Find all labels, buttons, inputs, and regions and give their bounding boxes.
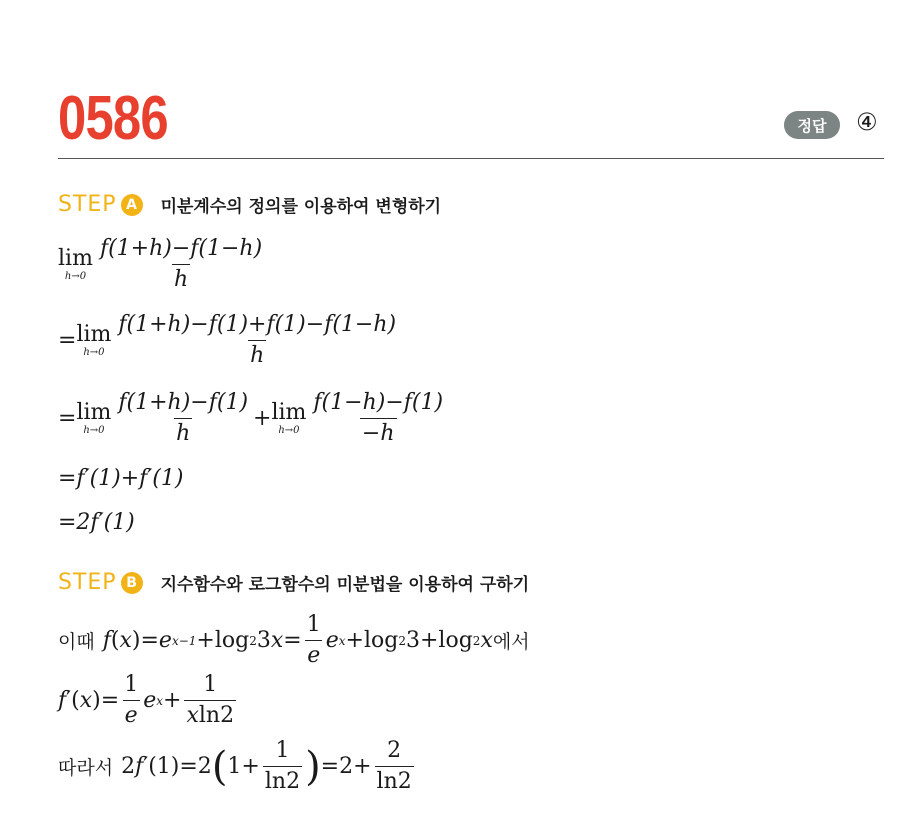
step-b-heading [58, 570, 529, 595]
step-a-tag: STEP [58, 192, 117, 217]
solution-line-1: 이때 f ( x )= e x−1 +log 2 3 x = $\frac{1}{e}$ e x +log 2 3+log 2 x 에서 [58, 612, 530, 668]
step-a-heading [58, 192, 441, 217]
equals-sign: = [58, 328, 77, 353]
derivation-line-4: =f′(1)+f′(1) [58, 466, 184, 491]
derivation-line-5: =2f′(1) [58, 510, 135, 535]
step-a-title: 미분계수의 정의를 이용하여 변형하기 [160, 197, 442, 217]
step-b-letter: B [121, 572, 143, 594]
derivation-line-2 [58, 312, 401, 369]
step-a-letter: A [121, 194, 143, 216]
step-b-title: 지수함수와 로그함수의 미분법을 이용하여 구하기 [160, 575, 530, 595]
limit: lim h→0 [76, 321, 112, 358]
limit: lim h→0 [58, 245, 93, 282]
step-b-tag: STEP [58, 570, 117, 595]
problem-number: 0586 [58, 84, 168, 153]
fraction: $\frac{1}{xln2}$ [186, 672, 235, 728]
fraction: $\frac{1}{\ln 2}$ [264, 738, 301, 794]
text-prefix: 따라서 [58, 757, 114, 779]
fraction: $\frac{2}{\ln 2}$ [376, 738, 412, 794]
derivation-line-1 [58, 236, 267, 293]
equals-sign: = [58, 406, 77, 431]
solution-line-3: 따라서 2f′(1)=2 ( 1+ $\frac{1}{\ln 2}$ ) =2+ $\frac{2}{\ln 2}$ [58, 738, 412, 794]
fraction: $\frac{1}{e}$ [306, 612, 321, 668]
answer-badge: 정답 [784, 111, 840, 139]
fraction: $\frac{1}{e}$ [124, 672, 139, 728]
text-prefix: 이때 [58, 631, 95, 653]
derivation-line-3 [58, 390, 448, 447]
fraction: $\frac{f(1+h)-f(1)}{h}$ [118, 390, 249, 446]
fraction: $\frac{f(1-h)-f(1)}{-h}$ [313, 390, 444, 446]
answer-value: ④ [856, 108, 878, 136]
header-divider [58, 158, 884, 159]
plus-sign: + [253, 406, 272, 431]
limit: lim h→0 [271, 399, 307, 436]
solution-line-2: f ′( x )= $\frac{1}{e}$ e x + $\frac{1}{xln2}$ [58, 672, 235, 728]
text-suffix: 에서 [492, 631, 530, 653]
limit: lim h→0 [76, 399, 112, 436]
fraction: $\frac{f(1+h)-f(1-h)}{h}$ [99, 236, 263, 292]
fraction: $\frac{f(1+h)-f(1)+f(1)-f(1-h)}{h}$ [118, 312, 397, 368]
